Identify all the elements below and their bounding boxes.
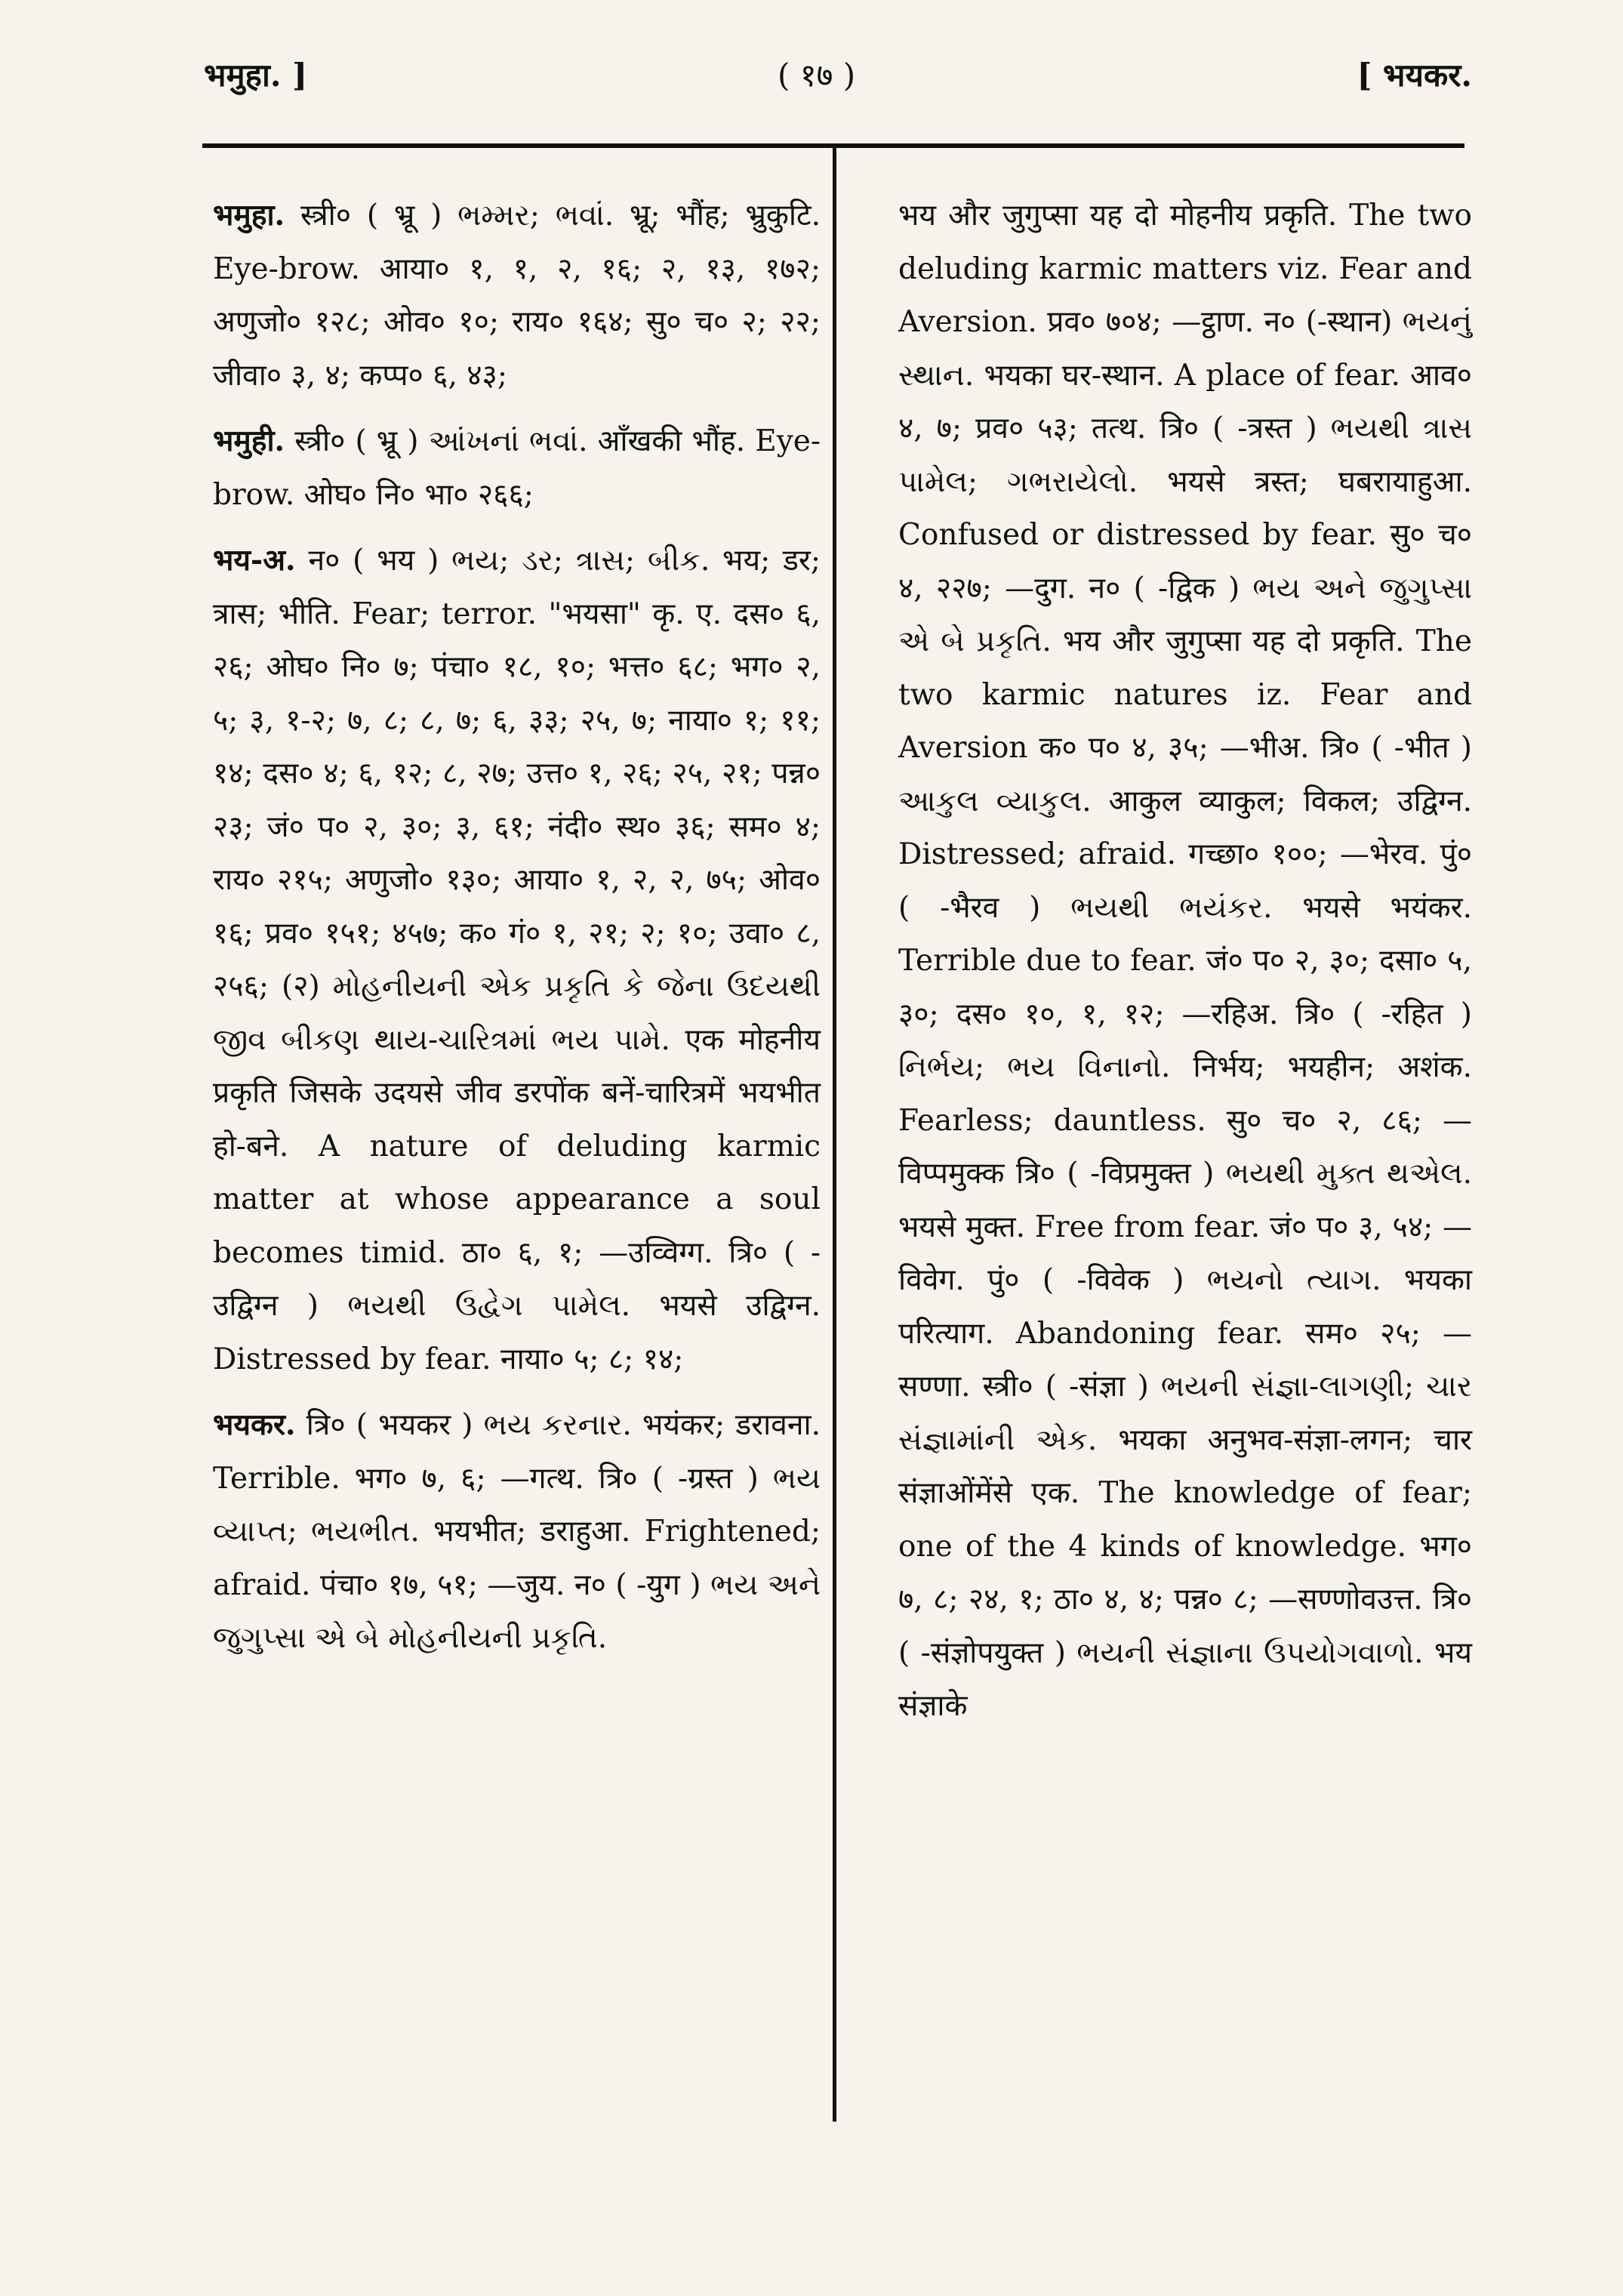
dictionary-entry-continued: [898, 189, 1472, 1734]
dictionary-entry: [213, 534, 821, 1386]
left-column: [213, 189, 821, 1678]
dictionary-entry: [213, 189, 821, 402]
dictionary-entry: [213, 415, 821, 522]
entry-text: त्रि० ( भयकर ) ભય કરનાર. भयंकर; डरावना. Terrible. भग० ७, ६; —गत्थ. त्रि० ( -ग्रस्त ) ભય વ્યાપ્ત; ભયભીત. भयभीत; डराहुआ. Frightened; afraid. पंचा० १७, ५१; —जुय. न० ( -युग ) ભય અને જુગુપ્સા એ બે મોહનીયની પ્રકૃતિ.: [213, 1408, 821, 1655]
entry-headword: भयकर.: [213, 1407, 296, 1442]
entry-headword: भमुहा.: [213, 198, 285, 233]
page-header: [204, 45, 1472, 106]
column-divider: [833, 143, 836, 2122]
entry-headword: भमुही.: [213, 424, 285, 458]
entry-text: स्त्री० ( भ्रू ) આંખનાં ભવાં. आँखकी भौंह. Eye-brow. ओघ० नि० भा० २६६;: [213, 424, 821, 512]
header-left-guideword: भमुहा. ]: [204, 57, 307, 94]
entry-text: भय और जुगुप्सा यह दो मोहनीय प्रकृति. The two deluding karmic matters viz. Fear and Aversion. प्रव० ७०४; —ट्ठाण. न० (-स्थान) ભયનું સ્થાન. भयका घर-स्थान. A place of fear. आव० ४, ७; प्रव० ५३; तत्थ. त्रि० ( -त्रस्त ) ભયથી ત્રાસ પામેલ; ગભરાયેલો. भयसे त्रस्त; घबरायाहुआ. Confused or distressed by fear. सु० च० ४, २२७; —दुग. न० ( -द्विक ) ભય અને જુગુપ્સા એ બે પ્રકૃતિ. भय और जुगुप्सा यह दो प्रकृति. The two karmic natures iz. Fear and Aversion क० प० ४, ३५; —भीअ. त्रि० ( -भीत ) આકુલ વ્યાકુલ. आकुल व्याकुल; विकल; उद्विग्न. Distressed; afraid. गच्छा० १००; —भेरव. पुं० ( -भैरव ) ભયથી ભયંકર. भयसे भयंकर. Terrible due to fear. जं० प० २, ३०; दसा० ५, ३०; दस० १०, १, १२; —रहिअ. त्रि० ( -रहित ) નિર્ભય; ભય વિનાનો. निर्भय; भयहीन; अशंक. Fearless; dauntless. सु० च० २, ८६; —विप्पमुक्क त्रि० ( -विप्रमुक्त ) ભયથી મુક્ત થએલ. भयसे मुक्त. Free from fear. जं० प० ३, ५४; —विवेग. पुं० ( -विवेक ) ભયનો ત્યાગ. भयका परित्याग. Abandoning fear. सम० २५; —सण्णा. स्त्री० ( -संज्ञा ) ભયની સંજ્ઞા-લાગણી; ચાર સંજ્ઞામાંની એક. भयका अनुभव-संज्ञा-लगन; चार संज्ञाओंमेंसे एक. The knowledge of fear; one of the 4 kinds of knowledge. भग० ७, ८; २४, १; ठा० ४, ४; पन्न० ८; —सण्णोवउत्त. त्रि० ( -संज्ञोपयुक्त ) ભયની સંજ્ઞાના ઉપયોગવાળો. भय संज्ञाके: [898, 199, 1472, 1723]
page-number: ( १७ ): [778, 57, 856, 94]
right-column: [898, 189, 1472, 1746]
header-right-guideword: [ भयकर.: [1357, 57, 1472, 94]
entry-headword: भय-अ.: [213, 543, 296, 578]
entry-text: स्त्री० ( भ्रू ) ભમ્મર; ભવાં. भ्रू; भौंह; भ्रुकुटि. Eye-brow. आया० १, १, २, १६; २, १३, १७२; अणुजो० १२८; ओव० १०; राय० १६४; सु० च० २; २२; जीवा० ३, ४; कप्प० ६, ४३;: [213, 199, 821, 393]
dictionary-entry: [213, 1398, 821, 1666]
entry-text: न० ( भय ) ભય; ડર; ત્રાસ; બીક. भय; डर; त्रास; भीति. Fear; terror. "भयसा" कृ. ए. दस० ६, २६; ओघ० नि० ७; पंचा० १८, १०; भत्त० ६८; भग० २, ५; ३, १-२; ७, ८; ८, ७; ६, ३३; २५, ७; नाया० १; ११; १४; दस० ४; ६, १२; ८, २७; उत्त० १, २६; २५, २१; पन्न० २३; जं० प० २, ३०; ३, ६१; नंदी० स्थ० ३६; सम० ४; राय० २१५; अणुजो० १३०; आया० १, २, २, ७५; ओव० १६; प्रव० १५१; ४५७; क० गं० १, २१; २; १०; उवा० ८, २५६; (२) મોહનીયની એક પ્રકૃતિ કે જેના ઉદયથી જીવ બીકણ થાય-ચારિત્રમાં ભય પામે. एक मोहनीय प्रकृति जिसके उदयसे जीव डरपोंक बनें-चारित्रमें भयभीत हो-बने. A nature of deluding karmic matter at whose appearance a soul becomes timid. ठा० ६, १; —उव्विग्ग. त्रि० ( -उद्विग्न ) ભયથી ઉદ્વેગ પામેલ. भयसे उद्विग्न. Distressed by fear. नाया० ५; ८; १४;: [213, 544, 821, 1376]
